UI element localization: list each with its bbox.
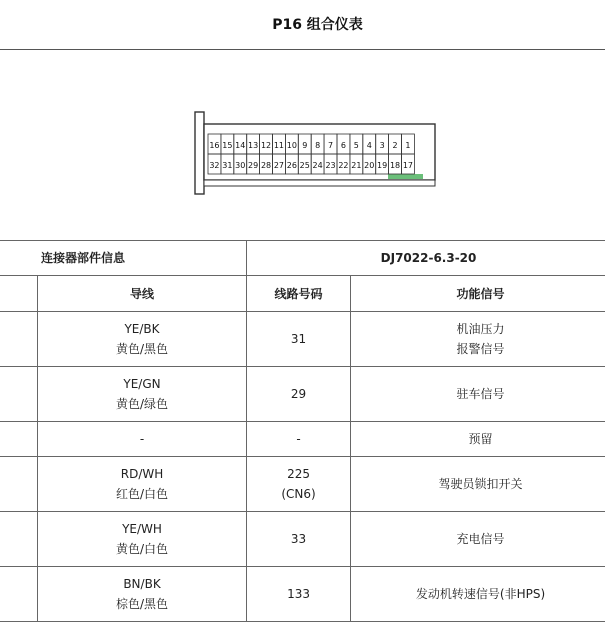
- pin-cell: [0, 512, 38, 567]
- pin-number: 13: [248, 141, 259, 150]
- wire-cell-line: YE/WH: [122, 522, 162, 536]
- wire-cell: [38, 312, 247, 367]
- signal-cell-line: 驾驶员锁扣开关: [438, 477, 523, 491]
- signal-cell-line: 报警信号: [456, 342, 505, 356]
- connector-diagram: [193, 110, 438, 200]
- circuit-cell: [247, 457, 351, 512]
- pin-number: 26: [286, 161, 297, 170]
- connector-base: [204, 180, 435, 186]
- wire-cell-line: 红色/白色: [115, 487, 169, 501]
- pin-number: 31: [222, 161, 233, 170]
- wire-cell: [38, 567, 247, 622]
- pin-number: 6: [340, 141, 346, 150]
- pin-number: 27: [273, 161, 285, 170]
- wire-cell-line: YE/BK: [124, 322, 160, 336]
- wire-column-header: 导线: [38, 276, 247, 312]
- wire-cell-line: 黄色/绿色: [115, 397, 169, 411]
- pin-number: 30: [235, 161, 246, 170]
- wire-cell-line: BN/BK: [123, 577, 161, 591]
- pin-number: 1: [405, 141, 411, 150]
- circuit-column-header: 线路号码: [247, 276, 351, 312]
- connector-flange: [195, 112, 204, 194]
- pin-number: 16: [209, 141, 220, 150]
- signal-cell-line: 发动机转速信号(非HPS): [415, 587, 546, 601]
- pin-number: 5: [353, 141, 359, 150]
- pin-number: 23: [325, 161, 336, 170]
- circuit-cell: [247, 512, 351, 567]
- wire-cell: [38, 367, 247, 422]
- signal-cell-line: 预留: [468, 432, 493, 446]
- pin-number: 28: [260, 161, 272, 170]
- wire-cell-line: 黄色/白色: [115, 542, 169, 556]
- signal-cell: [351, 367, 605, 422]
- connector-body: [195, 112, 435, 194]
- pin-number: 22: [338, 161, 349, 170]
- wire-cell: [38, 422, 247, 457]
- circuit-cell-line: -: [296, 432, 301, 446]
- wire-cell-line: RD/WH: [120, 467, 164, 481]
- signal-cell: [351, 567, 605, 622]
- signal-column-header: 功能信号: [351, 276, 605, 312]
- signal-cell-line: 充电信号: [456, 532, 505, 546]
- pin-number: 12: [260, 141, 272, 150]
- column-header-row: [0, 276, 605, 312]
- pin-column-header: [0, 276, 38, 312]
- circuit-cell-line: 31: [290, 332, 307, 346]
- wire-cell-line: 棕色/黑色: [115, 597, 169, 611]
- pin-cell: [0, 457, 38, 512]
- connector-info-label: 连接器部件信息: [0, 241, 247, 276]
- title-divider: [0, 49, 605, 50]
- pin-table: [0, 240, 605, 622]
- circuit-cell: [247, 367, 351, 422]
- pin-number: 20: [364, 161, 375, 170]
- pin-cell: [0, 312, 38, 367]
- pin-number: 21: [351, 161, 362, 170]
- circuit-cell-line: (CN6): [281, 487, 316, 501]
- pin-number: 25: [299, 161, 310, 170]
- pin-number: 24: [312, 161, 323, 170]
- wire-cell: [38, 457, 247, 512]
- page-title: P16 组合仪表: [272, 17, 363, 33]
- wire-cell-line: -: [139, 432, 145, 446]
- wire-cell-line: YE/GN: [123, 377, 161, 391]
- pin-number: 3: [379, 141, 385, 150]
- pin-number: 11: [273, 141, 285, 150]
- signal-cell: [351, 422, 605, 457]
- table-row: [0, 312, 605, 367]
- pin-number: 15: [222, 141, 233, 150]
- pin-number: 4: [366, 141, 372, 150]
- part-number: DJ7022-6.3-20: [247, 241, 605, 276]
- pin-cell: [0, 567, 38, 622]
- circuit-cell: [247, 312, 351, 367]
- pin-number: 2: [392, 141, 398, 150]
- circuit-cell: [247, 422, 351, 457]
- signal-cell: [351, 312, 605, 367]
- pin-cell: [0, 422, 38, 457]
- pin-number: 29: [248, 161, 259, 170]
- connector-latch: [388, 174, 423, 179]
- pin-number: 9: [302, 141, 308, 150]
- wire-cell-line: 黄色/黑色: [115, 342, 169, 356]
- connector-housing: [204, 124, 435, 180]
- pin-number: 14: [235, 141, 246, 150]
- signal-cell-line: 驻车信号: [456, 387, 505, 401]
- pin-cell: [0, 367, 38, 422]
- pin-number: 19: [377, 161, 388, 170]
- circuit-cell-line: 29: [290, 387, 307, 401]
- circuit-cell-line: 225: [287, 467, 310, 481]
- signal-cell-line: 机油压力: [456, 322, 505, 336]
- circuit-cell: [247, 567, 351, 622]
- pin-number: 8: [315, 141, 321, 150]
- circuit-cell-line: 133: [287, 587, 310, 601]
- table-row: [0, 567, 605, 622]
- pin-number: 7: [328, 141, 334, 150]
- signal-cell: [351, 457, 605, 512]
- table-header-row: [0, 241, 605, 276]
- signal-cell: [351, 512, 605, 567]
- pin-number: 10: [286, 141, 297, 150]
- pin-number: 17: [402, 161, 414, 170]
- wire-cell: [38, 512, 247, 567]
- pin-number: 32: [209, 161, 220, 170]
- circuit-cell-line: 33: [290, 532, 307, 546]
- table-row: [0, 422, 605, 457]
- table-row: [0, 457, 605, 512]
- table-row: [0, 512, 605, 567]
- pin-number: 18: [389, 161, 401, 170]
- table-row: [0, 367, 605, 422]
